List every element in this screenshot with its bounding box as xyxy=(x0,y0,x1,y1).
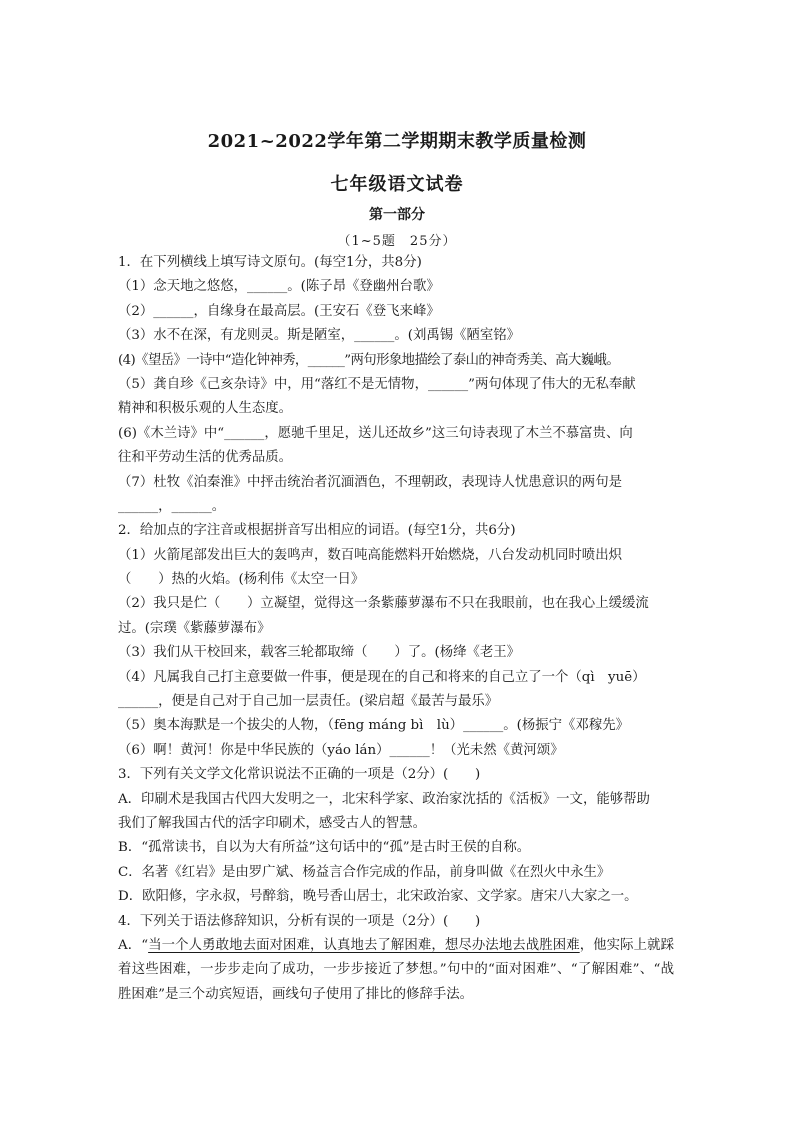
part-note: （1~5题 25分） xyxy=(337,234,457,249)
text-line: （ ）热的火焰。(杨利伟《太空一日》 xyxy=(118,572,365,588)
text-line: （2）______，自缘身在最高层。(王安石《登飞来峰》 xyxy=(118,303,440,319)
text-line: （4）凡属我自己打主意要做一件事，便是现在的自己和将来的自己立了一个（qì yuē） xyxy=(118,669,646,685)
q4a-prefix: A．“ xyxy=(118,937,149,953)
exam-subtitle: 七年级语文试卷 xyxy=(330,174,464,195)
text-line: 3．下列有关文学文化常识说法不正确的一项是（2分）( ) xyxy=(118,767,481,783)
text-line: （3）水不在深，有龙则灵。斯是陋室，______。(刘禹锡《陋室铭》 xyxy=(118,328,521,344)
text-line: 往和平劳动生活的优秀品质。 xyxy=(118,450,293,466)
text-line: （1）念天地之悠悠，______。(陈子昂《登幽州台歌》 xyxy=(118,279,440,295)
text-line: （2）我只是伫（ ）立凝望，觉得这一条紫藤萝瀑布不只在我眼前，也在我心上缓缓流 xyxy=(118,596,649,612)
text-line: ______，______。 xyxy=(118,498,226,514)
text-line: （5）奥本海默是一个拔尖的人物，（fēng máng bì lù）______。(杨振宁《邓稼先》 xyxy=(118,718,629,734)
text-line: (6)《木兰诗》中“______，愿驰千里足，送儿还故乡”这三句诗表现了木兰不慕富贵、向 xyxy=(118,425,633,441)
text-line: 1．在下列横线上填写诗文原句。(每空1分，共8分) xyxy=(118,255,422,270)
text-line: D．欧阳修，字永叔，号醉翁，晚号香山居士，北宋政治家、文学家。唐宋八大家之一。 xyxy=(118,889,638,905)
question-4-option-a xyxy=(118,934,674,1007)
text-line: ______，便是自己对于自己加一层责任。(梁启超《最苦与最乐》 xyxy=(118,694,499,710)
text-line: 2．给加点的字注音或根据拼音写出相应的词语。(每空1分，共6分) xyxy=(118,523,516,539)
text-line: 我们了解我国古代的活字印刷术，感受古人的智慧。 xyxy=(118,815,426,831)
exam-body xyxy=(118,251,674,1007)
text-line: 精神和积极乐观的人生态度。 xyxy=(118,401,293,417)
text-line: 4．下列关于语法修辞知识，分析有误的一项是（2分）( ) xyxy=(118,913,481,929)
text-line: （5）龚自珍《己亥杂诗》中，用“落红不是无情物，______”两句体现了伟大的无私奉献 xyxy=(118,376,636,392)
text-line: 过。(宗璞《紫藤萝瀑布》 xyxy=(118,620,271,636)
text-line: B．“孤常读书，自以为大有所益”这句话中的“孤”是古时王侯的自称。 xyxy=(118,840,531,856)
q4a-suffix: ，他实际上就踩着这些困难，一步步走向了成功，一步步接近了梦想。”句中的“面对困难”、“了解困难”、“战胜困难”是三个动宾短语，画线句子使用了排比的修辞手法。 xyxy=(118,937,674,1002)
text-line: （7）杜牧《泊秦淮》中抨击统治者沉湎酒色，不理朝政，表现诗人忧患意识的两句是 xyxy=(118,474,622,490)
exam-title: 2021~2022学年第二学期期末教学质量检测 xyxy=(207,131,587,152)
part-heading: 第一部分 xyxy=(369,207,425,223)
text-line: （1）火箭尾部发出巨大的轰鸣声，数百吨高能燃料开始燃烧，八台发动机同时喷出炽 xyxy=(118,547,622,563)
underlined-sentence: 当一个人勇敢地去面对困难，认真地去了解困难，想尽办法地去战胜困难 xyxy=(148,937,580,953)
text-line: （6）啊！黄河！你是中华民族的（yáo lán）______！（光未然《黄河颂》 xyxy=(118,742,564,758)
text-line: A．印刷术是我国古代四大发明之一，北宋科学家、政治家沈括的《活板》一文，能够帮助 xyxy=(118,791,650,807)
text-line: C．名著《红岩》是由罗广斌、杨益言合作完成的作品，前身叫做《在烈火中永生》 xyxy=(118,864,611,880)
text-line: (4)《望岳》一诗中“造化钟神秀，______”两句形象地描绘了泰山的神奇秀美、高大巍峨。 xyxy=(118,352,620,368)
text-line: （3）我们从干校回来，载客三轮都取缔（ ）了。(杨绛《老王》 xyxy=(118,645,521,661)
